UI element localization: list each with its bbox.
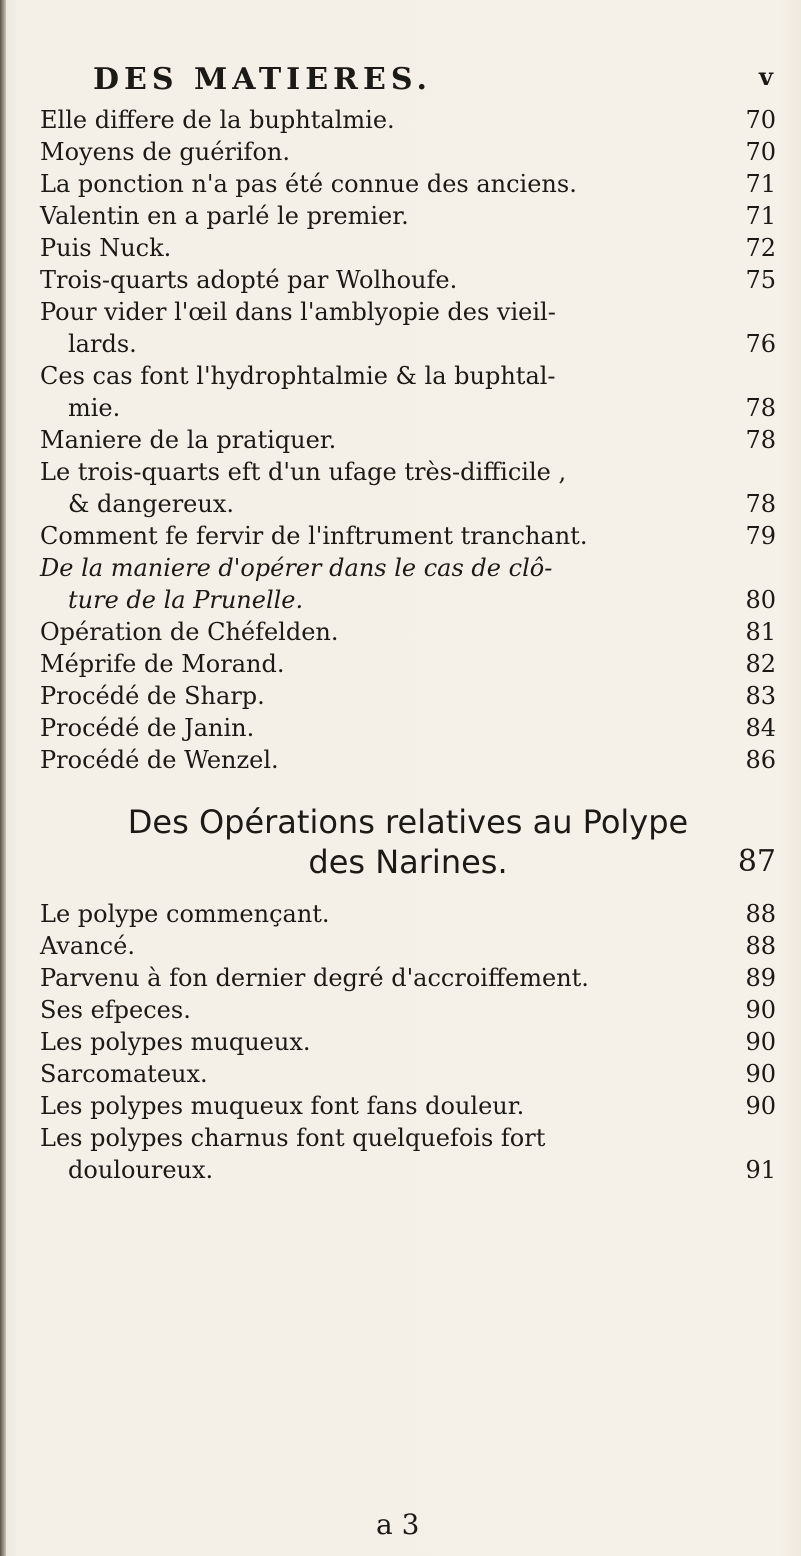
entry-text: Avancé. — [40, 932, 135, 960]
header-page-number: v — [759, 62, 773, 91]
entry-page-number: 71 — [745, 170, 776, 198]
entry-page-number: 75 — [745, 266, 776, 294]
entry-page-number: 78 — [745, 490, 776, 518]
index-entry — [40, 360, 776, 424]
index-entry — [40, 1090, 776, 1122]
index-entry — [40, 680, 776, 712]
entry-page-number: 88 — [745, 932, 776, 960]
index-entry — [40, 616, 776, 648]
entry-continuation: mie. — [68, 394, 121, 422]
entry-page-number: 89 — [745, 964, 776, 992]
index-entry — [40, 1026, 776, 1058]
entry-page-number: 90 — [745, 1028, 776, 1056]
entry-text: Le trois-quarts eft d'un ufage très-difficile , — [40, 458, 567, 486]
index-entry — [40, 520, 776, 552]
entry-page-number: 90 — [745, 1092, 776, 1120]
entry-page-number: 76 — [745, 330, 776, 358]
entry-page-number: 79 — [745, 522, 776, 550]
entry-continuation: lards. — [68, 330, 137, 358]
index-entry — [40, 1058, 776, 1090]
entry-page-number: 70 — [745, 138, 776, 166]
entry-page-number: 81 — [745, 618, 776, 646]
entry-text: Trois-quarts adopté par Wolhoufe. — [40, 266, 458, 294]
entry-text: Procédé de Sharp. — [40, 682, 265, 710]
entry-list-b — [40, 898, 776, 1186]
header-title: DES MATIERES. — [93, 62, 432, 97]
entry-text: Elle differe de la buphtalmie. — [40, 106, 395, 134]
entry-text: Procédé de Janin. — [40, 714, 255, 742]
entry-text: Puis Nuck. — [40, 234, 172, 262]
section-heading-line1: Des Opérations relatives au Polype — [127, 803, 689, 841]
entry-page-number: 84 — [745, 714, 776, 742]
entry-page-number: 82 — [745, 650, 776, 678]
index-entry — [40, 456, 776, 520]
entry-text: Les polypes muqueux. — [40, 1028, 311, 1056]
section-heading-line2: des Narines. — [308, 843, 508, 881]
index-entry — [40, 424, 776, 456]
index-entries — [40, 104, 776, 1186]
entry-text: Ses efpeces. — [40, 996, 191, 1024]
page-spine-shadow — [0, 0, 6, 1556]
entry-page-number: 70 — [745, 106, 776, 134]
entry-page-number: 90 — [745, 996, 776, 1024]
entry-text: Sarcomateux. — [40, 1060, 208, 1088]
index-entry — [40, 648, 776, 680]
entry-page-number: 71 — [745, 202, 776, 230]
entry-text: Opération de Chéfelden. — [40, 618, 339, 646]
index-entry — [40, 898, 776, 930]
entry-page-number: 78 — [745, 394, 776, 422]
entry-list-a — [40, 104, 776, 776]
entry-text: Ces cas font l'hydrophtalmie & la buphtal- — [40, 362, 556, 390]
index-entry — [40, 1122, 776, 1186]
entry-continuation: ture de la Prunelle. — [68, 586, 304, 614]
index-entry — [40, 552, 776, 616]
running-header — [93, 62, 773, 104]
index-entry — [40, 264, 776, 296]
entry-text: Les polypes charnus font quelquefois fort — [40, 1124, 546, 1152]
section-heading-page: 87 — [737, 844, 776, 879]
entry-page-number: 78 — [745, 426, 776, 454]
entry-text: Pour vider l'œil dans l'amblyopie des vieil- — [40, 298, 556, 326]
index-entry — [40, 962, 776, 994]
index-entry — [40, 232, 776, 264]
entry-text: Maniere de la pratiquer. — [40, 426, 337, 454]
entry-page-number: 86 — [745, 746, 776, 774]
index-entry — [40, 712, 776, 744]
entry-text: Procédé de Wenzel. — [40, 746, 279, 774]
index-entry — [40, 104, 776, 136]
entry-page-number: 88 — [745, 900, 776, 928]
index-entry — [40, 930, 776, 962]
index-entry — [40, 994, 776, 1026]
entry-text: Le polype commençant. — [40, 900, 330, 928]
entry-page-number: 80 — [745, 586, 776, 614]
index-entry — [40, 744, 776, 776]
entry-text: Les polypes muqueux font fans douleur. — [40, 1092, 525, 1120]
printer-signature-mark: a 3 — [376, 1508, 420, 1541]
entry-page-number: 90 — [745, 1060, 776, 1088]
index-entry — [40, 136, 776, 168]
entry-text: Moyens de guérifon. — [40, 138, 290, 166]
entry-text: Méprife de Morand. — [40, 650, 285, 678]
section-heading — [40, 802, 776, 882]
entry-text: De la maniere d'opérer dans le cas de clô- — [40, 554, 553, 582]
entry-page-number: 91 — [745, 1156, 776, 1184]
entry-page-number: 83 — [745, 682, 776, 710]
entry-text: Comment fe fervir de l'inftrument tranchant. — [40, 522, 588, 550]
entry-page-number: 72 — [745, 234, 776, 262]
entry-text: La ponction n'a pas été connue des anciens. — [40, 170, 577, 198]
entry-text: Valentin en a parlé le premier. — [40, 202, 409, 230]
index-entry — [40, 296, 776, 360]
entry-continuation: douloureux. — [68, 1156, 214, 1184]
entry-continuation: & dangereux. — [68, 490, 234, 518]
index-entry — [40, 200, 776, 232]
entry-text: Parvenu à fon dernier degré d'accroiffement. — [40, 964, 589, 992]
index-entry — [40, 168, 776, 200]
